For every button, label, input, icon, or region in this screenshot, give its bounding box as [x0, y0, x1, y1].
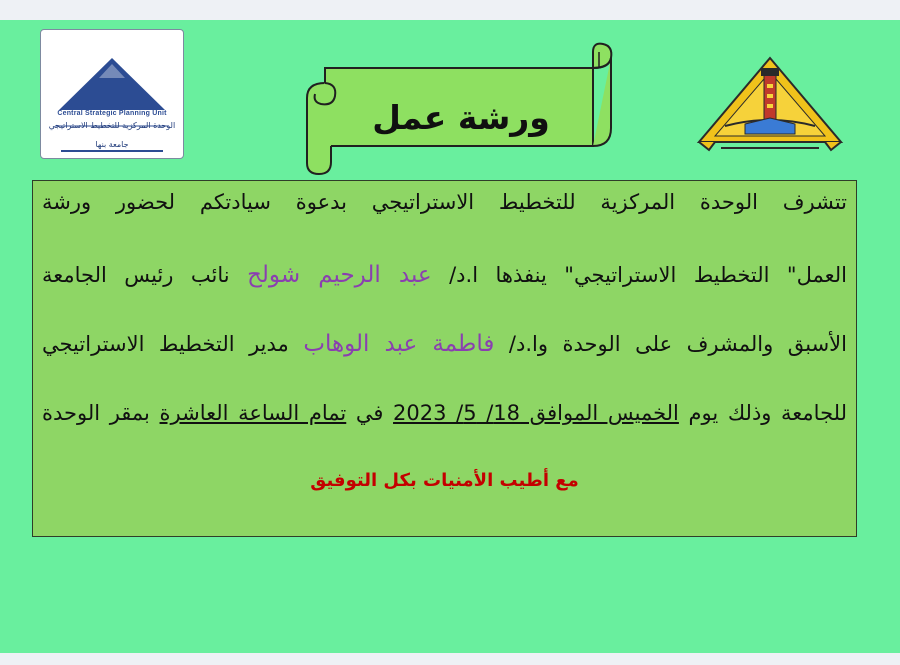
line4-mid: في	[355, 401, 384, 425]
banner-title: ورشة عمل	[372, 98, 550, 137]
name-abdelrahim: عبد الرحيم شولح	[247, 262, 432, 288]
closing-wishes: مع أطيب الأمنيات بكل التوفيق	[310, 470, 579, 491]
line4-part-b: بمقر الوحدة	[42, 401, 150, 425]
logo-arabic-text: الوحدة المركزية للتخطيط الاستراتيجي	[48, 121, 176, 130]
strategic-planning-unit-logo	[40, 29, 184, 159]
event-time: تمام الساعة العاشرة	[159, 401, 347, 425]
line2-part-a: العمل" التخطيط الاستراتيجي" ينفذها ا.د/	[449, 263, 847, 287]
bottom-strip	[0, 653, 900, 665]
line3-part-b: مدير التخطيط الاستراتيجي	[42, 332, 289, 356]
university-emblem-icon	[695, 54, 845, 154]
line2-part-b: نائب رئيس الجامعة	[42, 263, 230, 287]
invitation-line-4	[42, 401, 847, 425]
logo-university-text: جامعة بنها	[95, 140, 129, 149]
name-fatma: فاطمة عبد الوهاب	[303, 331, 495, 357]
pyramid-logo-icon	[41, 30, 183, 158]
line3-part-a: الأسبق والمشرف على الوحدة وا.د/	[508, 332, 847, 356]
invitation-line-1: تتشرف الوحدة المركزية للتخطيط الاستراتيجي بدعوة سيادتكم لحضور ورشة	[42, 190, 847, 214]
invitation-line-3	[42, 331, 847, 357]
logo-english-text: Central Strategic Planning Unit	[57, 110, 167, 117]
event-date: الخميس الموافق 18/ 5/ 2023	[393, 401, 679, 425]
invitation-line-2	[42, 262, 847, 288]
line4-part-a: للجامعة وذلك يوم	[688, 401, 847, 425]
